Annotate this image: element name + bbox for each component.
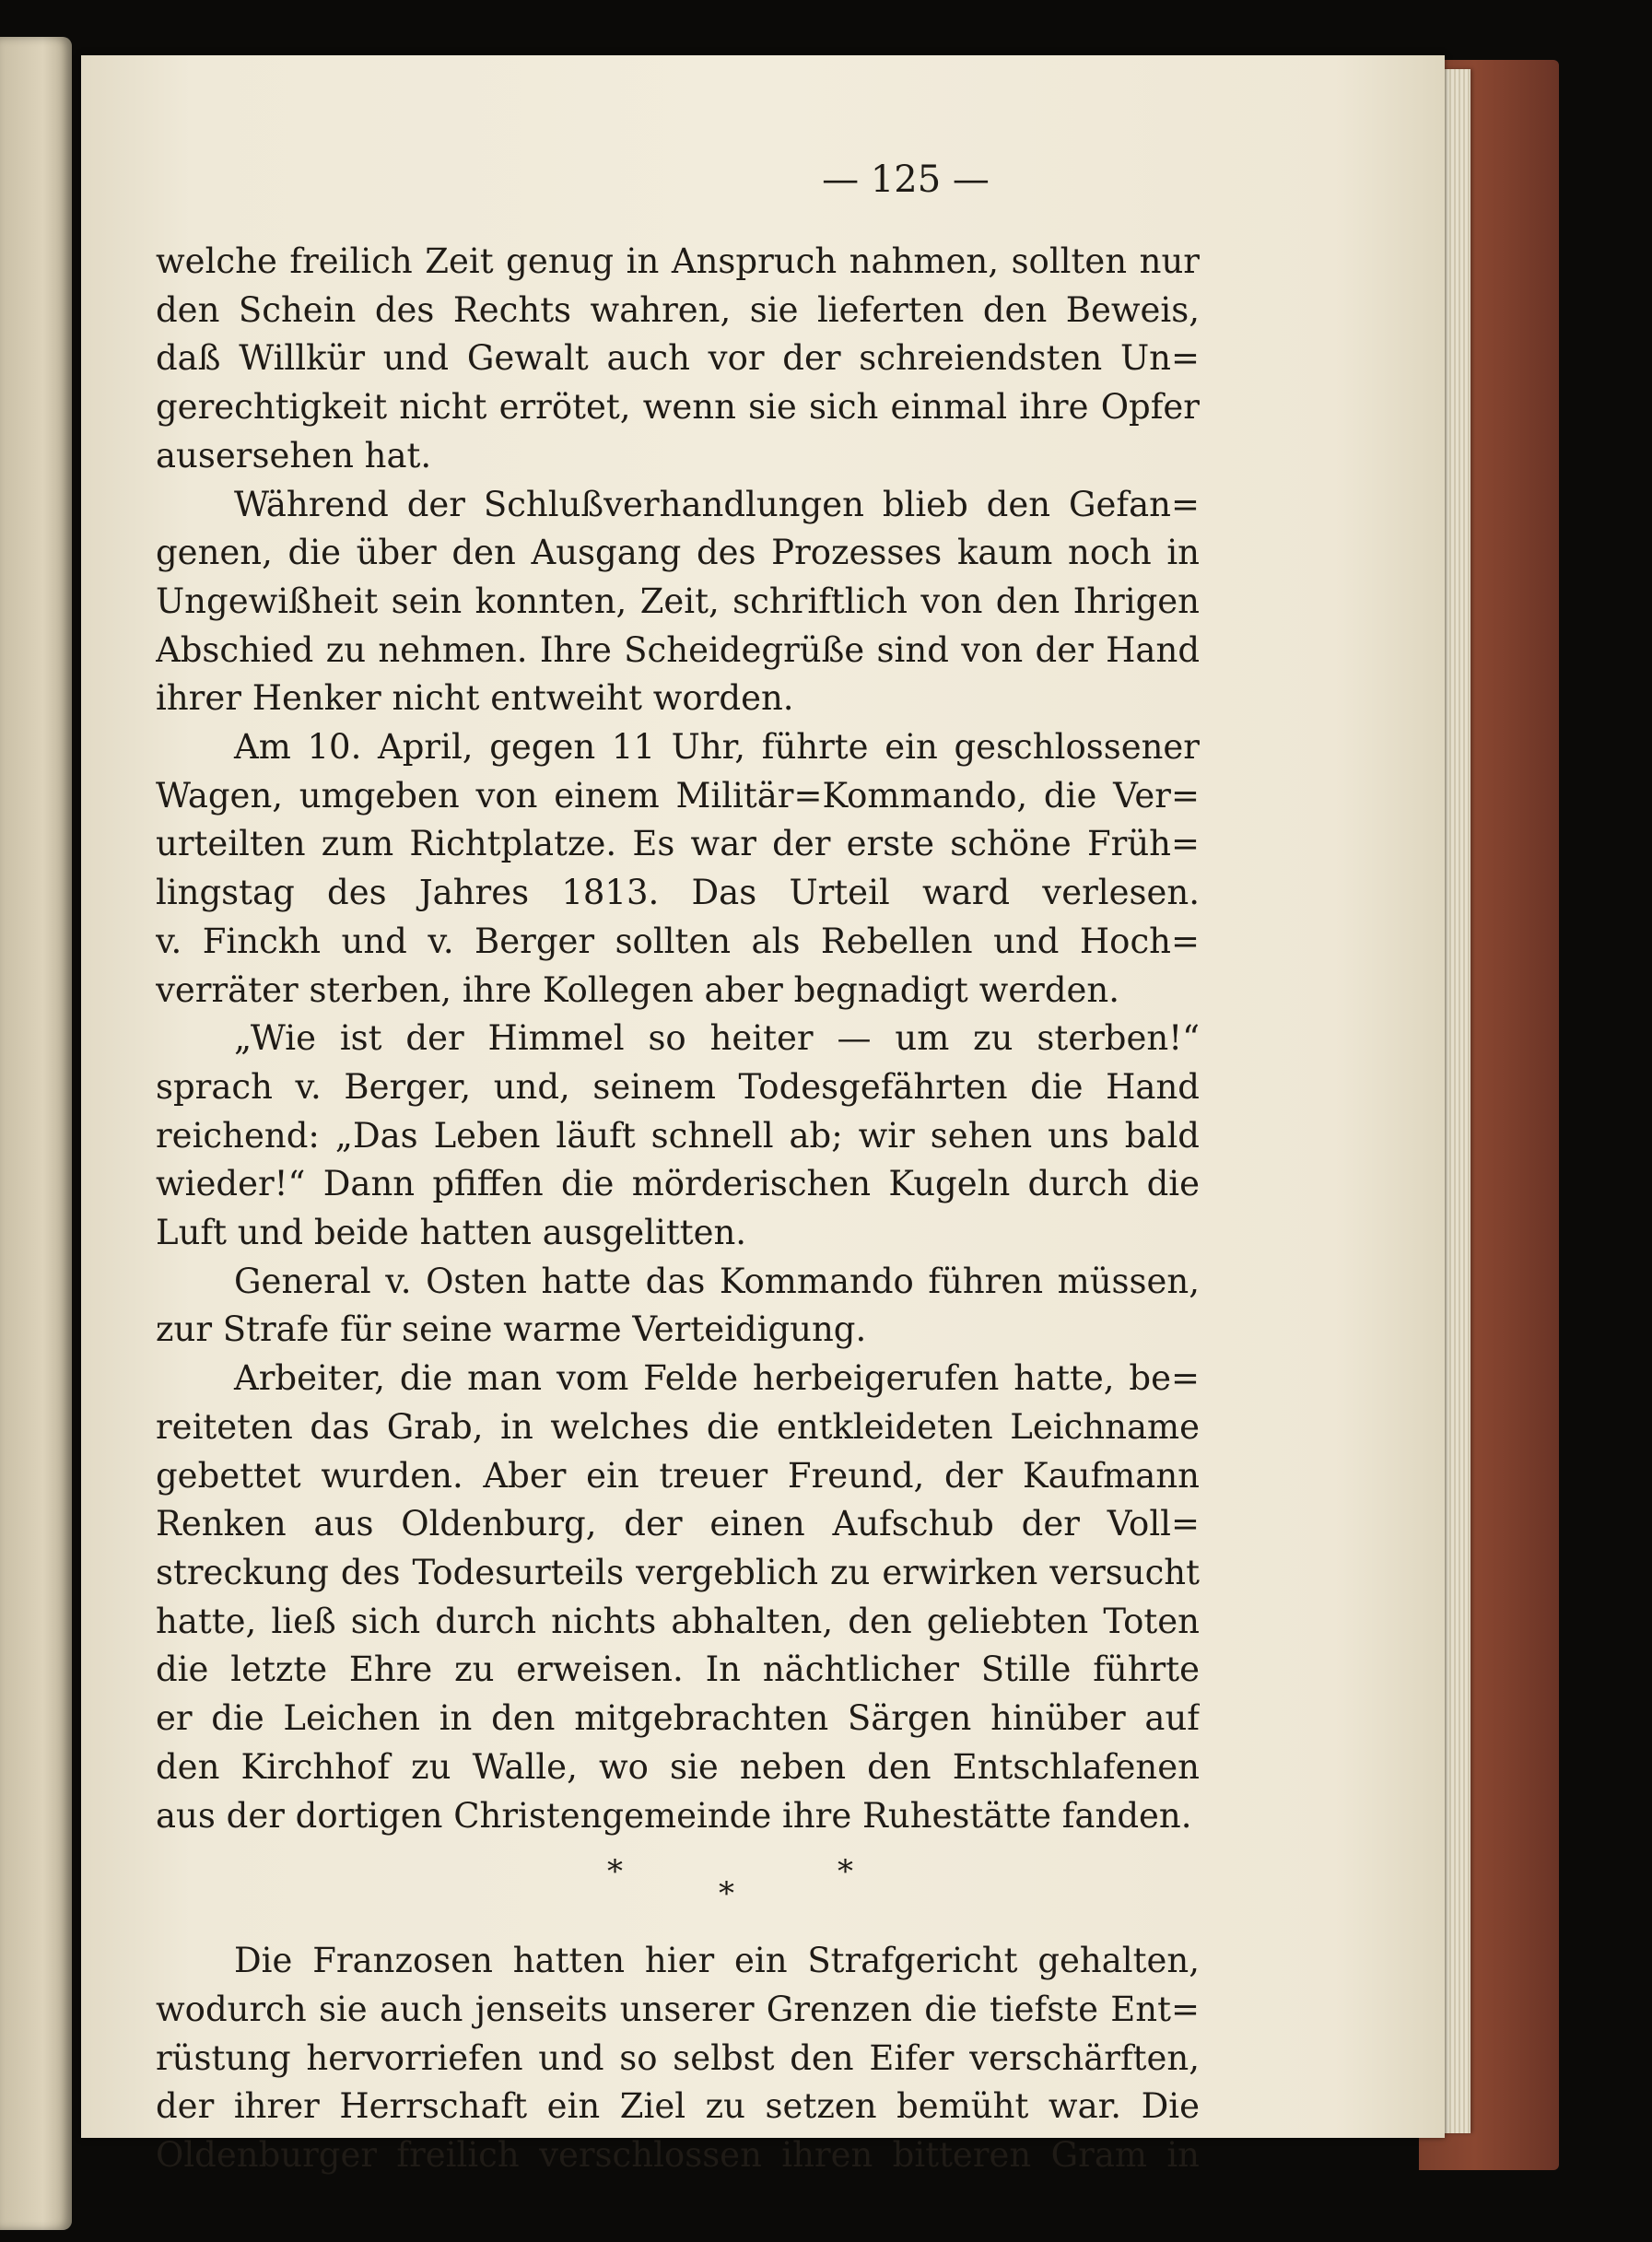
text-line: Luft und beide hatten ausgelitten. [156, 1213, 747, 1253]
text-line: aus der dortigen Christengemeinde ihre Ruhestätte fanden. [156, 1795, 1192, 1836]
text-line: sprach v. Berger, und, seinem Todesgefährten die Hand [156, 1066, 1200, 1107]
text-line: der ihrer Herrschaft ein Ziel zu setzen bemüht war. Die [156, 2086, 1200, 2127]
text-line: reiteten das Grab, in welches die entkleideten Leichname [156, 1406, 1200, 1447]
text-line: Renken aus Oldenburg, der einen Aufschub der Voll= [156, 1504, 1200, 1544]
asterisk: * [719, 1875, 734, 1913]
text-line: Abschied zu nehmen. Ihre Scheidegrüße sind von der Hand [156, 629, 1200, 670]
text-line: Oldenburger freilich verschlossen ihren bitteren Gram in [156, 2135, 1200, 2176]
text-line: Wagen, umgeben von einem Militär=Kommando, die Ver= [156, 775, 1200, 816]
text-line: „Wie ist der Himmel so heiter — um zu sterben!“ [234, 1018, 1200, 1059]
text-line: Arbeiter, die man vom Felde herbeigerufen hatte, be= [234, 1358, 1200, 1399]
text-line: gerechtigkeit nicht errötet, wenn sie sich einmal ihre Opfer [156, 387, 1200, 428]
text-line: die letzte Ehre zu erweisen. In nächtlicher Stille führte [156, 1649, 1200, 1690]
text-line: lingstag des Jahres 1813. Das Urteil ward verlesen. [156, 873, 1200, 913]
text-line: genen, die über den Ausgang des Prozesses kaum noch in [156, 533, 1200, 573]
text-line: Während der Schlußverhandlungen blieb den Gefan= [234, 484, 1200, 524]
asterisk: * [838, 1853, 853, 1891]
paragraph-7 [156, 1937, 1200, 2180]
text-line: den Kirchhof zu Walle, wo sie neben den Entschlafenen [156, 1746, 1200, 1787]
left-page-edge [0, 37, 72, 2230]
text-line: gebettet wurden. Aber ein treuer Freund, der Kaufmann [156, 1455, 1200, 1496]
paragraph-1 [156, 238, 1200, 481]
text-line: den Schein des Rechts wahren, sie lieferten den Beweis, [156, 289, 1200, 330]
text-line: ausersehen hat. [156, 435, 432, 475]
text-line: reichend: „Das Leben läuft schnell ab; wir sehen uns bald [156, 1115, 1200, 1156]
paragraph-5 [156, 1258, 1200, 1355]
text-line: hatte, ließ sich durch nichts abhalten, den geliebten Toten [156, 1601, 1200, 1641]
text-line: Am 10. April, gegen 11 Uhr, führte ein geschlossener [234, 727, 1200, 768]
text-line: urteilten zum Richtplatze. Es war der erste schöne Früh= [156, 824, 1200, 864]
text-line: ihrer Henker nicht entweiht worden. [156, 678, 794, 719]
text-line: er die Leichen in den mitgebrachten Särgen hinüber auf [156, 1698, 1200, 1739]
paragraph-6 [156, 1355, 1200, 1840]
text-line: wodurch sie auch jenseits unserer Grenzen die tiefste Ent= [156, 1989, 1200, 2029]
text-line: Die Franzosen hatten hier ein Strafgericht gehalten, [234, 1941, 1200, 1981]
text-line: wieder!“ Dann pfiffen die mörderischen Kugeln durch die [156, 1164, 1200, 1204]
section-separator [156, 1840, 1200, 1937]
page-number: — 125 — [822, 158, 990, 201]
text-line: daß Willkür und Gewalt auch vor der schreiendsten Un= [156, 338, 1200, 379]
paragraph-2 [156, 481, 1200, 724]
text-line: streckung des Todesurteils vergeblich zu erwirken versucht [156, 1552, 1200, 1592]
text-line: welche freilich Zeit genug in Anspruch nahmen, sollten nur [156, 241, 1200, 281]
text-line: rüstung hervorriefen und so selbst den Eifer verschärften, [156, 2037, 1200, 2078]
paragraph-3 [156, 723, 1200, 1015]
page-text [156, 238, 1200, 2180]
paragraph-4 [156, 1015, 1200, 1258]
text-line: verräter sterben, ihre Kollegen aber begnadigt werden. [156, 969, 1119, 1010]
asterisk: * [607, 1853, 623, 1891]
text-line: v. Finckh und v. Berger sollten als Rebellen und Hoch= [156, 921, 1200, 961]
text-line: zur Strafe für seine warme Verteidigung. [156, 1309, 867, 1350]
text-line: Ungewißheit sein konnten, Zeit, schriftlich von den Ihrigen [156, 581, 1200, 621]
text-line: General v. Osten hatte das Kommando führen müssen, [234, 1261, 1200, 1301]
